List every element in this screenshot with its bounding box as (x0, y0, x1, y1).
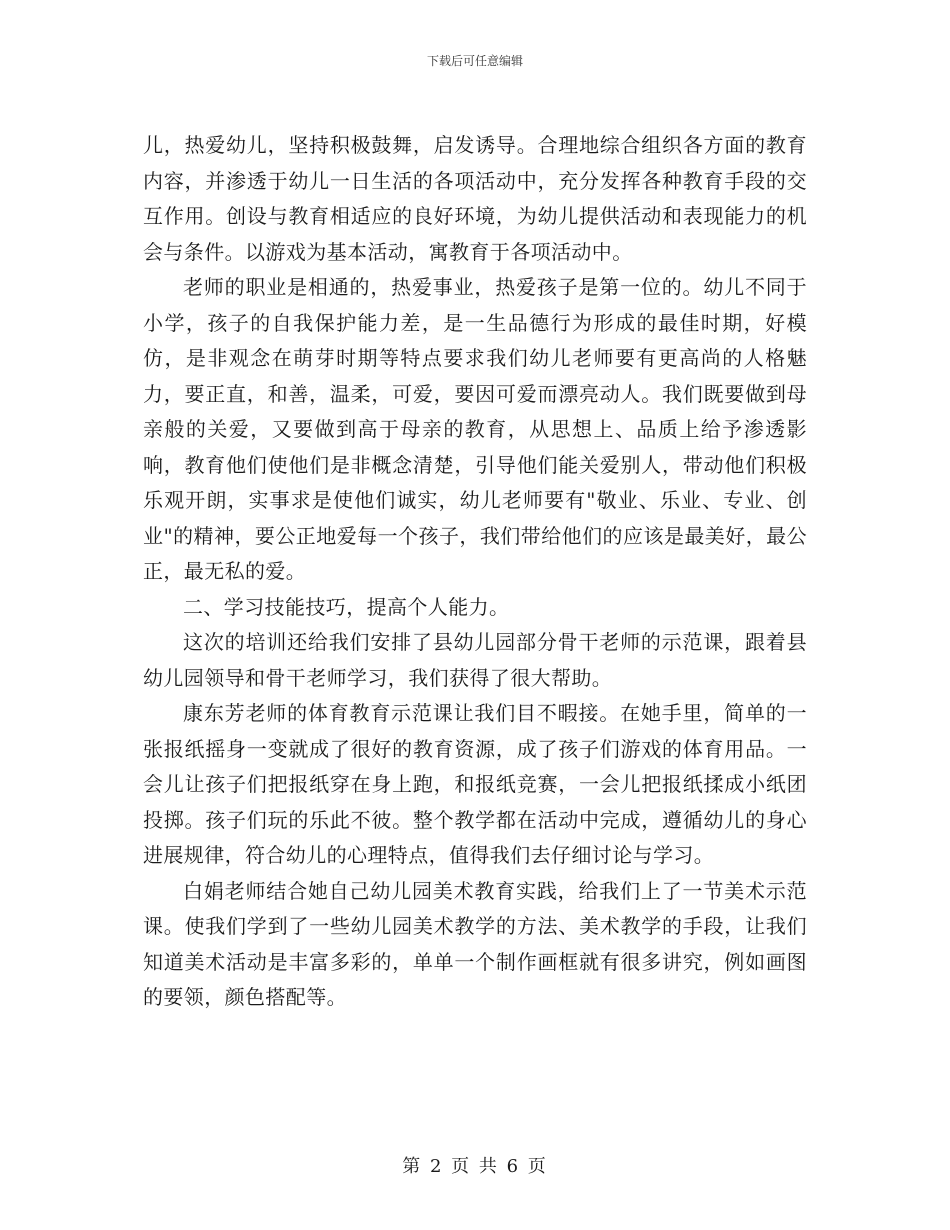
paragraph: 康东芳老师的体育教育示范课让我们目不暇接。在她手里，简单的一张报纸摇身一变就成了很好的教育资源，成了孩子们游戏的体育用品。一会儿让孩子们把报纸穿在身上跑，和报纸竞赛，一会儿把报纸揉成小纸团投掷。孩子们玩的乐此不彼。整个教学都在活动中完成，遵循幼儿的身心进展规律，符合幼儿的心理特点，值得我们去仔细讨论与学习。 (143, 701, 807, 867)
section-heading: 二、学习技能技巧，提高个人能力。 (183, 594, 510, 619)
paragraph: 白娟老师结合她自己幼儿园美术教育实践，给我们上了一节美术示范课。使我们学到了一些幼儿园美术教学的方法、美术教学的手段，让我们知道美术活动是丰富多彩的，单单一个制作画框就有很多讲究，例如画图的要领，颜色搭配等。 (143, 878, 807, 1009)
paragraph-continuation: 儿，热爱幼儿，坚持积极鼓舞，启发诱导。合理地综合组织各方面的教育内容，并渗透于幼儿一日生活的各项活动中，充分发挥各种教育手段的交互作用。创设与教育相适应的良好环境，为幼儿提供活动和表现能力的机会与条件。以游戏为基本活动，寓教育于各项活动中。 (143, 133, 807, 264)
page-number: 第 2 页 共 6 页 (402, 1156, 548, 1177)
page-header-note: 下载后可任意编辑 (426, 54, 523, 68)
paragraph: 老师的职业是相通的，热爱事业，热爱孩子是第一位的。幼儿不同于小学，孩子的自我保护能力差，是一生品德行为形成的最佳时期，好模仿，是非观念在萌芽时期等特点要求我们幼儿老师要有更高尚的人格魅力，要正直，和善，温柔，可爱，要因可爱而漂亮动人。我们既要做到母亲般的关爱，又要做到高于母亲的教育，从思想上、品质上给予渗透影响，教育他们使他们是非概念清楚，引导他们能关爱别人，带动他们积极乐观开朗，实事求是使他们诚实，幼儿老师要有"敬业、乐业、专业、创业"的精神，要公正地爱每一个孩子，我们带给他们的应该是最美好，最公正，最无私的爱。 (143, 275, 807, 583)
document-body (143, 128, 807, 1016)
paragraph: 这次的培训还给我们安排了县幼儿园部分骨干老师的示范课，跟着县幼儿园领导和骨干老师学习，我们获得了很大帮助。 (143, 630, 807, 690)
